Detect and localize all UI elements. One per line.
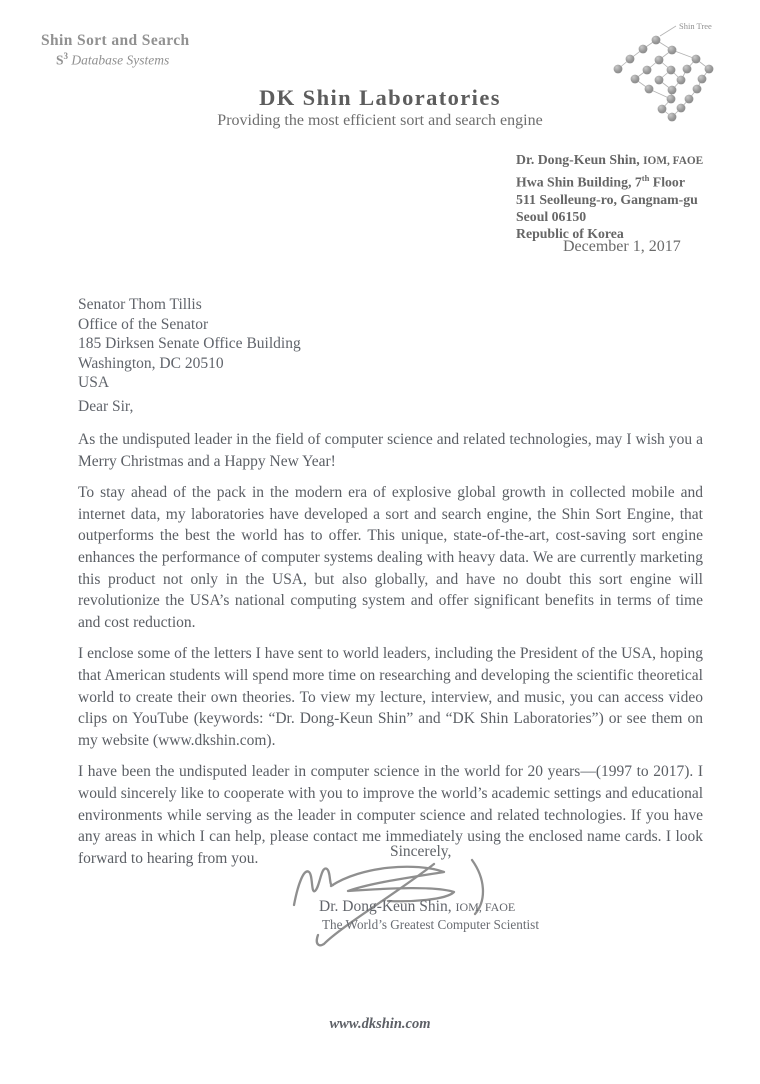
shin-tree-label: Shin Tree xyxy=(679,21,712,31)
recipient-line: 185 Dirksen Senate Office Building xyxy=(78,335,301,353)
brand-s3: S xyxy=(56,52,64,68)
closing-sincerely: Sincerely, xyxy=(390,843,452,860)
sender-address-line4: Republic of Korea xyxy=(516,225,624,241)
recipient-address xyxy=(78,295,301,393)
sender-honors: IOM, FAOE xyxy=(643,155,704,167)
sender-address-line1: Hwa Shin Building, 7th Floor xyxy=(516,173,685,190)
salutation: Dear Sir, xyxy=(78,398,134,415)
recipient-line: Office of the Senator xyxy=(78,315,209,333)
recipient-line: Washington, DC 20510 xyxy=(78,354,224,372)
recipient-line: Senator Thom Tillis xyxy=(78,296,202,313)
body-paragraph-3: I enclose some of the letters I have sent to world leaders, including the President of the USA, hoping that American students will spend more time on researching and developing the scientific theoretical world to create their own theories. To view my lecture, interview, and music, you can access video clips on YouTube (keywords: “Dr. Dong-Keun Shin” and “DK Shin Laboratories”) or see them on my website (www.dkshin.com). xyxy=(78,645,703,749)
letter-date: December 1, 2017 xyxy=(563,238,681,255)
company-subtitle: Providing the most efficient sort and search engine xyxy=(217,112,543,129)
sender-address xyxy=(516,151,703,242)
signer-honors: IOM, FAOE xyxy=(455,900,516,914)
brand-s3-sup: 3 xyxy=(63,51,69,61)
body-paragraph-4: I have been the undisputed leader in computer science in the world for 20 years—(1997 to 2017). I would sincerely like to cooperate with you to improve the world’s academic settings and educational environments while serving as the leader in computer science and related technologies. If you have any areas in which I can help, please contact me immediately using the enclosed name cards. I look forward to hearing from you. xyxy=(78,763,703,867)
signer-name-line xyxy=(319,898,515,916)
sender-address-line2: 511 Seolleung-ro, Gangnam-gu xyxy=(516,191,698,207)
company-title: DK Shin Laboratories xyxy=(259,85,501,110)
brand-tagline xyxy=(56,51,190,69)
sender-name-line xyxy=(516,151,703,170)
signer-tagline: The World’s Greatest Computer Scientist xyxy=(322,917,539,932)
signer-name: Dr. Dong-Keun Shin, xyxy=(319,898,456,915)
letter-body xyxy=(78,429,703,879)
footer-website: www.dkshin.com xyxy=(329,1016,431,1032)
brand-tagline-text: Database Systems xyxy=(68,52,170,68)
brand-name: Shin Sort and Search xyxy=(41,32,190,49)
sender-name: Dr. Dong-Keun Shin, xyxy=(516,152,644,167)
brand-block xyxy=(41,32,190,69)
body-paragraph-2: To stay ahead of the pack in the modern era of explosive global growth in collected mobile and internet data, my laboratories have developed a sort and search engine, the Shin Sort Engine, that outperforms the best the world has to offer. This unique, state-of-the-art, cost-saving sort engine enhances the performance of computer systems dealing with heavy data. We are currently marketing this product not only in the USA, but also globally, and have no doubt this sort engine will revolutionize the USA’s national computing system and offer significant benefits in terms of time and cost reduction. xyxy=(78,484,703,631)
body-paragraph-1: As the undisputed leader in the field of computer science and related technologies, may I wish you a Merry Christmas and a Happy New Year! xyxy=(78,431,703,470)
sender-address-line3: Seoul 06150 xyxy=(516,208,587,224)
letterhead xyxy=(0,85,760,130)
recipient-line: USA xyxy=(78,374,110,392)
